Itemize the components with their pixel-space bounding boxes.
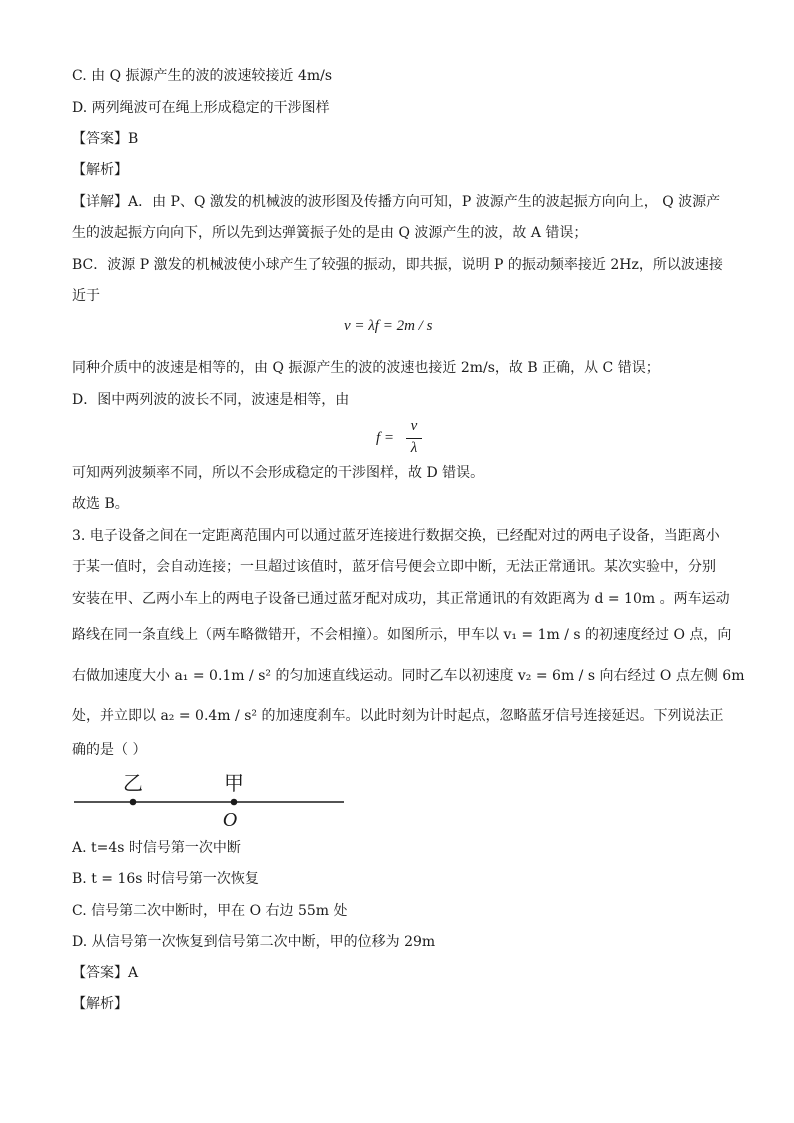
detail-line-4: 近于 <box>72 288 100 304</box>
option-d: D. 从信号第一次恢复到信号第二次中断，甲的位移为 29m <box>72 934 436 950</box>
option-b: B. t = 16s 时信号第一次恢复 <box>72 871 259 887</box>
label-yi: 乙 <box>123 771 143 795</box>
fraction-denominator: λ <box>410 440 418 456</box>
equation-frequency <box>376 418 436 460</box>
question-3-line-5: 右做加速度大小 a₁ = 0.1m / s² 的匀加速直线运动。同时乙车以初速度 v₂ = 6m / s 向右经过 O 点左侧 6m <box>72 668 745 684</box>
detail-line-5: 同种介质中的波速是相等的，由 Q 振源产生的波的波速也接近 2m/s，故 B 正确，从 C 错误； <box>72 360 660 376</box>
analysis-label-prev: 【解析】 <box>72 162 128 178</box>
question-3-line-7: 确的是（ ） <box>72 742 147 758</box>
label-jia: 甲 <box>224 771 244 795</box>
option-c-prev: C. 由 Q 振源产生的波的波速较接近 4m/s <box>72 68 333 84</box>
detail-line-3: BC．波源 P 激发的机械波使小球产生了较强的振动，即共振，说明 P 的振动频率接近 2Hz，所以波速接 <box>72 257 723 273</box>
car-jia-dot <box>231 799 238 806</box>
car-yi-dot <box>130 799 137 806</box>
fraction-bar <box>406 438 422 439</box>
answer-label-prev: 【答案】B <box>72 131 139 147</box>
option-d-prev: D. 两列绳波可在绳上形成稳定的干涉图样 <box>72 100 330 116</box>
detail-line-2: 生的波起振方向向下，所以先到达弹簧振子处的是由 Q 波源产生的波，故 A 错误； <box>72 225 588 241</box>
option-a: A. t=4s 时信号第一次中断 <box>72 840 241 856</box>
detail-line-8: 故选 B。 <box>72 496 129 512</box>
equation-wave-speed: v = λf = 2m / s <box>344 318 433 334</box>
question-3-line-4: 路线在同一条直线上（两车略微错开，不会相撞）。如图所示，甲车以 v₁ = 1m / s 的初速度经过 O 点，向 <box>72 627 732 643</box>
motion-diagram <box>72 768 362 833</box>
question-3-line-6: 处，并立即以 a₂ = 0.4m / s² 的加速度刹车。以此时刻为计时起点，忽略蓝牙信号连接延迟。下列说法正 <box>72 708 724 724</box>
label-origin-o: O <box>222 809 238 831</box>
option-c: C. 信号第二次中断时，甲在 O 右边 55m 处 <box>72 903 348 919</box>
motion-diagram-svg <box>72 768 362 833</box>
fraction-numerator: v <box>410 418 418 434</box>
detail-line-6: D．图中两列波的波长不同，波速是相等，由 <box>72 392 350 408</box>
question-3-line-2: 于某一值时，会自动连接；一旦超过该值时，蓝牙信号便会立即中断，无法正常通讯。某次实验中，分别 <box>72 559 716 575</box>
detail-line-1: 【详解】A．由 P、Q 激发的机械波的波形图及传播方向可知，P 波源产生的波起振方向向上， Q 波源产 <box>72 194 721 210</box>
answer-label: 【答案】A <box>72 965 139 981</box>
detail-line-7: 可知两列波频率不同，所以不会形成稳定的干涉图样，故 D 错误。 <box>72 465 485 481</box>
analysis-label: 【解析】 <box>72 996 128 1012</box>
equation-frequency-lhs: f = <box>376 430 395 446</box>
question-3-line-1: 3. 电子设备之间在一定距离范围内可以通过蓝牙连接进行数据交换，已经配对过的两电子设备，当距离小 <box>72 528 720 544</box>
question-3-line-3: 安装在甲、乙两小车上的两电子设备已通过蓝牙配对成功，其正常通讯的有效距离为 d = 10m 。两车运动 <box>72 591 730 607</box>
